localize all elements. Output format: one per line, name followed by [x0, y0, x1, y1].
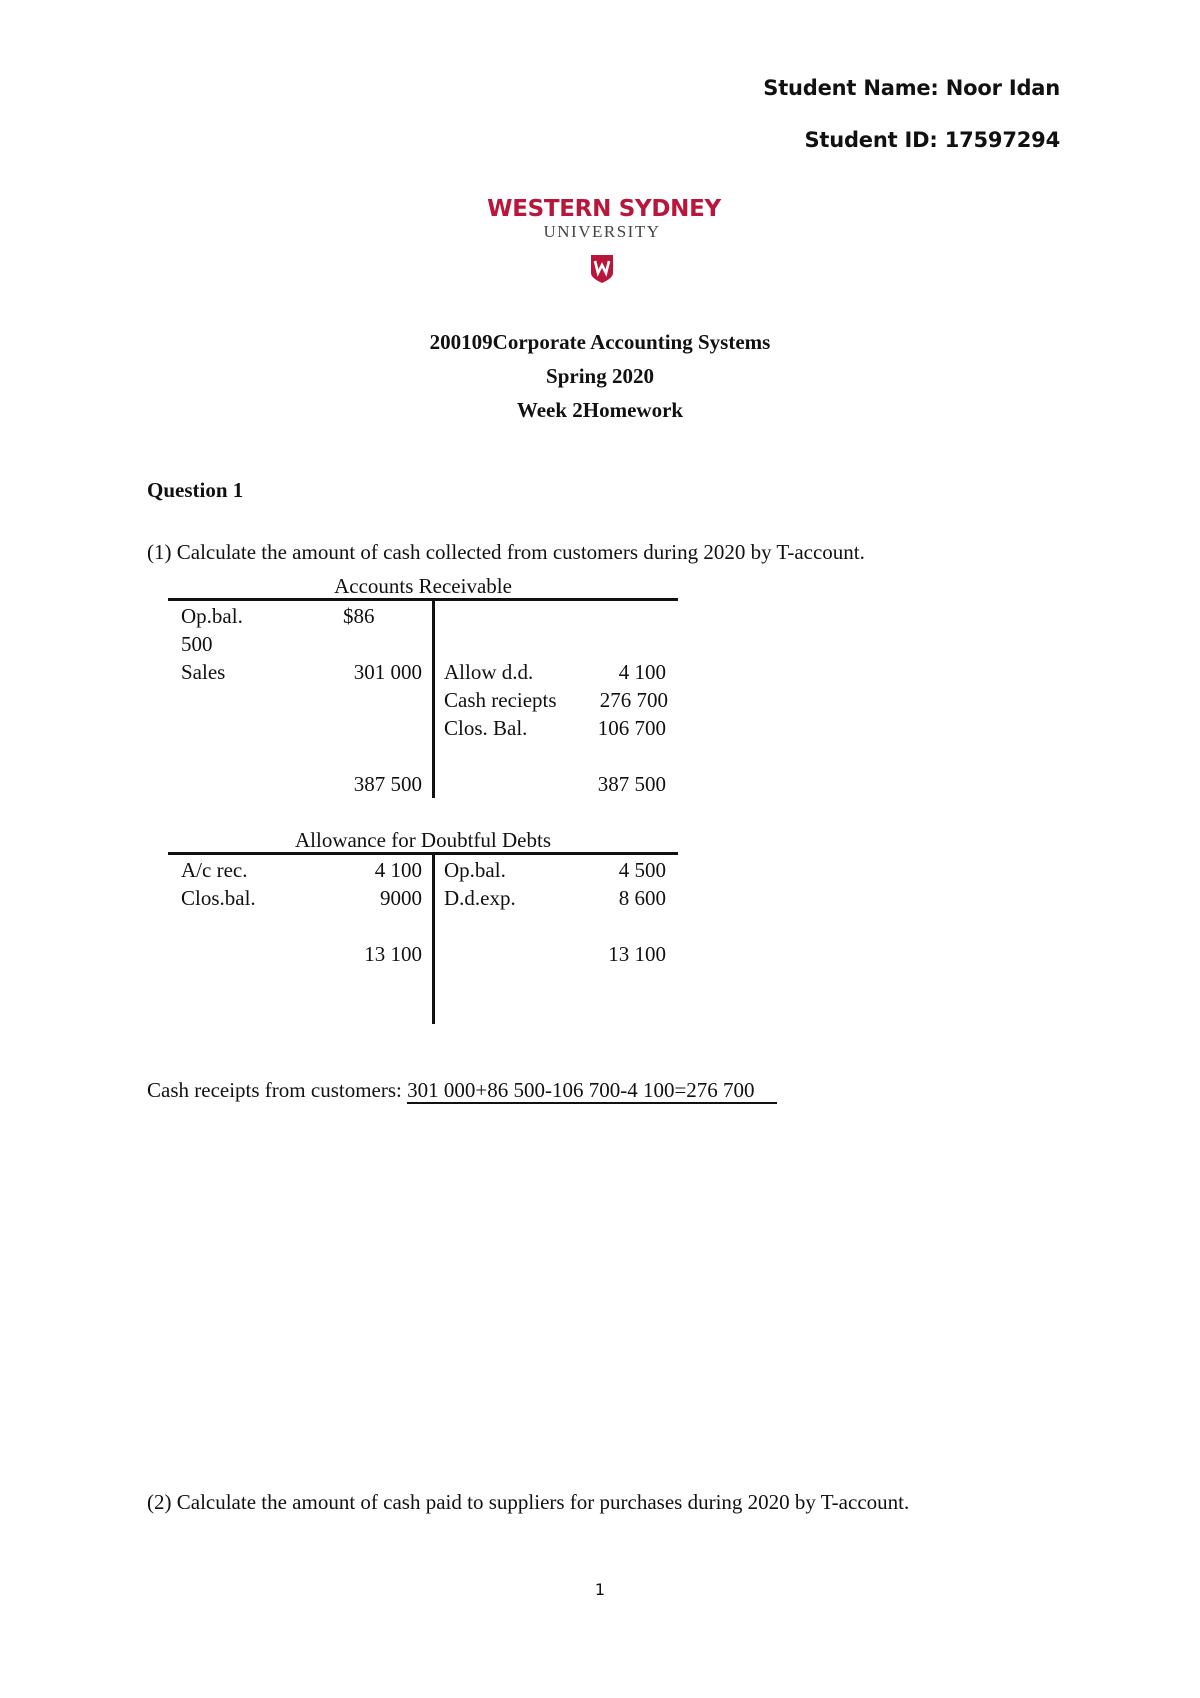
page-number: 1	[594, 1580, 606, 1599]
add-credit-total: 13 100	[608, 942, 666, 966]
term-title: Spring 2020	[546, 364, 654, 388]
part1-prompt: (1) Calculate the amount of cash collected from customers during 2020 by T-account.	[147, 540, 865, 564]
add-debit-label: A/c rec.	[181, 858, 248, 882]
t-account-vline	[432, 598, 435, 798]
student-id: Student ID: 17597294	[804, 128, 1060, 152]
ar-credit-label: Cash reciepts	[444, 688, 557, 712]
logo-wordmark: WESTERN SYDNEY	[487, 196, 721, 222]
add-debit-total: 13 100	[364, 942, 422, 966]
student-name: Student Name: Noor Idan	[763, 76, 1060, 100]
ar-debit-label: Sales	[181, 660, 226, 684]
add-credit-amount: 8 600	[618, 886, 666, 910]
course-title: 200109Corporate Accounting Systems	[429, 330, 771, 354]
question-heading: Question 1	[147, 478, 244, 502]
ar-debit-label: 500	[181, 632, 213, 656]
cash-receipts-answer: 301 000+86 500-106 700-4 100=276 700	[407, 1078, 776, 1104]
shield-icon	[590, 254, 614, 284]
t-account-title: Allowance for Doubtful Debts	[294, 828, 552, 852]
logo-subtitle: UNIVERSITY	[543, 222, 661, 241]
add-debit-label: Clos.bal.	[181, 886, 256, 910]
ar-credit-total: 387 500	[597, 772, 666, 796]
ar-debit-amount: 301 000	[353, 660, 422, 684]
ar-credit-amount: 106 700	[597, 716, 666, 740]
add-credit-label: Op.bal.	[444, 858, 506, 882]
ar-credit-label: Allow d.d.	[444, 660, 534, 684]
ar-credit-amount: 4 100	[618, 660, 666, 684]
cash-receipts-line	[147, 1078, 777, 1104]
add-debit-amount: 4 100	[374, 858, 422, 882]
t-account-vline	[432, 852, 435, 1024]
part2-prompt: (2) Calculate the amount of cash paid to suppliers for purchases during 2020 by T-account.	[147, 1490, 910, 1514]
assignment-title: Week 2Homework	[516, 398, 684, 422]
add-credit-label: D.d.exp.	[444, 886, 516, 910]
ar-credit-amount: 276 700	[599, 688, 668, 712]
cash-receipts-label: Cash receipts from customers:	[147, 1078, 408, 1102]
t-account-hline	[168, 852, 678, 855]
add-credit-amount: 4 500	[618, 858, 666, 882]
t-account-hline	[168, 598, 678, 601]
ar-debit-total: 387 500	[353, 772, 422, 796]
ar-debit-label: Op.bal.	[181, 604, 243, 628]
t-account-title: Accounts Receivable	[334, 574, 512, 598]
ar-debit-amount: $86	[343, 604, 375, 628]
ar-credit-label: Clos. Bal.	[444, 716, 528, 740]
add-debit-amount: 9000	[380, 886, 422, 910]
